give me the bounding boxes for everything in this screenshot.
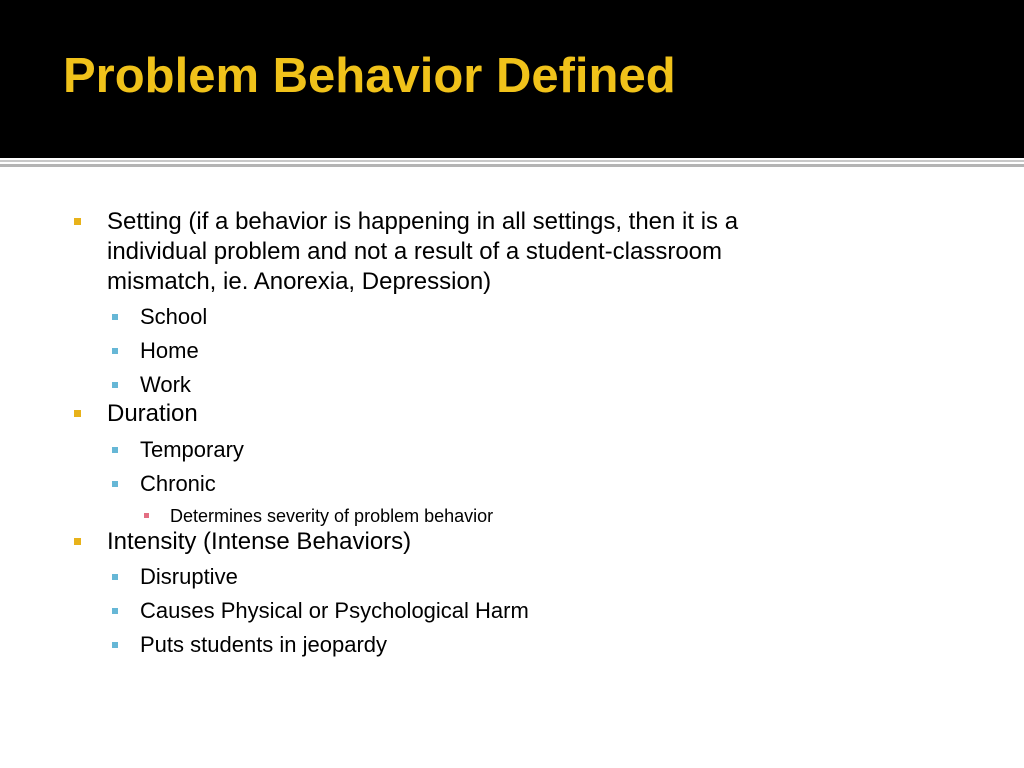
square-bullet-icon bbox=[74, 538, 81, 545]
sub-bullet-work bbox=[140, 372, 191, 398]
sub-sub-bullet-severity bbox=[170, 505, 493, 527]
sub-bullet-label: Home bbox=[140, 338, 199, 363]
sub-bullet-school bbox=[140, 304, 207, 330]
bullet-setting-line-1: Setting (if a behavior is happening in all settings, then it is a bbox=[107, 208, 739, 235]
sub-bullet-label: School bbox=[140, 304, 208, 329]
bullet-label: Intensity (Intense Behaviors) bbox=[107, 528, 412, 555]
slide-title: Problem Behavior Defined bbox=[63, 49, 676, 103]
sub-bullet-temporary bbox=[140, 437, 244, 463]
sub-bullet-harm bbox=[140, 598, 529, 624]
sub-bullet-label: Disruptive bbox=[140, 564, 238, 589]
sub-bullet-label: Causes Physical or Psychological Harm bbox=[140, 598, 529, 623]
bullet-setting-line-2: individual problem and not a result of a student-classroom bbox=[107, 238, 722, 265]
bullet-setting-line-3: mismatch, ie. Anorexia, Depression) bbox=[107, 268, 492, 295]
bullet-intensity bbox=[107, 527, 411, 557]
square-bullet-icon bbox=[144, 513, 149, 518]
square-bullet-icon bbox=[112, 447, 118, 453]
sub-bullet-home bbox=[140, 338, 199, 364]
sub-sub-bullet-label: Determines severity of problem behavior bbox=[170, 506, 494, 526]
square-bullet-icon bbox=[74, 218, 81, 225]
square-bullet-icon bbox=[112, 314, 118, 320]
square-bullet-icon bbox=[112, 348, 118, 354]
square-bullet-icon bbox=[112, 382, 118, 388]
square-bullet-icon bbox=[74, 410, 81, 417]
square-bullet-icon bbox=[112, 642, 118, 648]
sub-bullet-jeopardy bbox=[140, 632, 387, 658]
square-bullet-icon bbox=[112, 608, 118, 614]
bullet-label: Duration bbox=[107, 400, 198, 427]
sub-bullet-label: Puts students in jeopardy bbox=[140, 632, 388, 657]
square-bullet-icon bbox=[112, 574, 118, 580]
sub-bullet-chronic bbox=[140, 471, 216, 497]
sub-bullet-label: Work bbox=[140, 372, 191, 397]
square-bullet-icon bbox=[112, 481, 118, 487]
bullet-setting bbox=[107, 207, 738, 297]
sub-bullet-label: Chronic bbox=[140, 471, 216, 496]
sub-bullet-label: Temporary bbox=[140, 437, 244, 462]
bullet-duration bbox=[107, 399, 198, 429]
sub-bullet-disruptive bbox=[140, 564, 238, 590]
